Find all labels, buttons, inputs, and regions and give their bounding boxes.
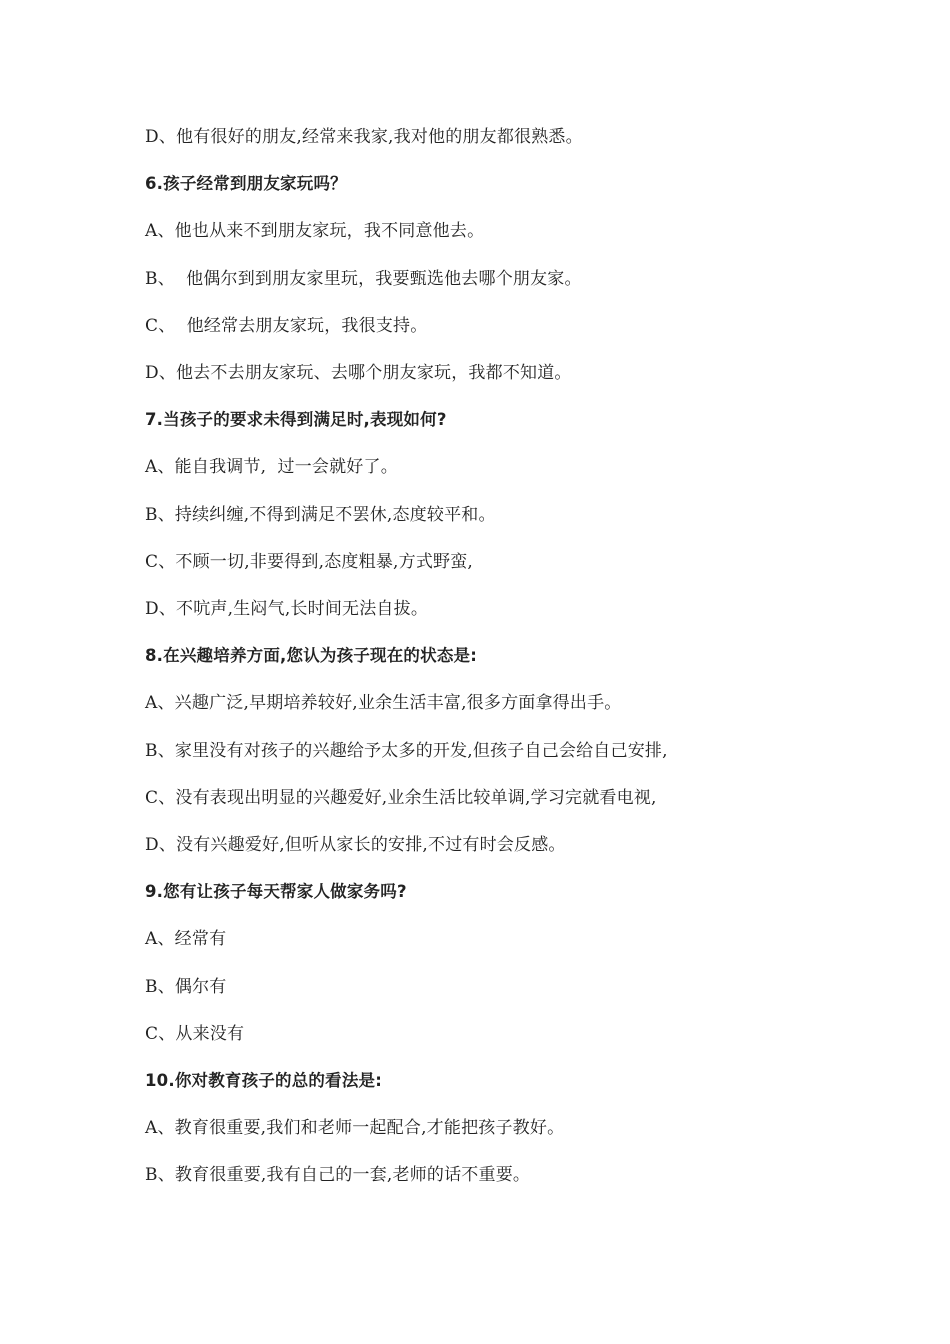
option-6-a: A、他也从来不到朋友家玩，我不同意他去。: [145, 221, 485, 241]
option-6-d: D、他去不去朋友家玩、去哪个朋友家玩，我都不知道。: [145, 363, 572, 383]
option-5-d: D、他有很好的朋友,经常来我家,我对他的朋友都很熟悉。: [145, 127, 583, 147]
option-7-c: C、不顾一切,非要得到,态度粗暴,方式野蛮,: [145, 552, 474, 572]
option-7-d: D、不吭声,生闷气,长时间无法自拔。: [145, 599, 429, 619]
option-8-c: C、没有表现出明显的兴趣爱好,业余生活比较单调,学习完就看电视,: [145, 788, 657, 808]
question-8: 8.在兴趣培养方面,您认为孩子现在的状态是:: [145, 646, 478, 665]
option-6-b: B、 他偶尔到到朋友家里玩，我要甄选他去哪个朋友家。: [145, 269, 582, 289]
option-10-a: A、教育很重要,我们和老师一起配合,才能把孩子教好。: [145, 1118, 565, 1138]
question-6: 6.孩子经常到朋友家玩吗？: [145, 174, 347, 193]
option-9-c: C、从来没有: [145, 1024, 245, 1044]
option-8-b: B、家里没有对孩子的兴趣给予太多的开发,但孩子自己会给自己安排,: [145, 741, 668, 761]
option-9-a: A、经常有: [145, 929, 227, 949]
option-6-c: C、 他经常去朋友家玩，我很支持。: [145, 316, 428, 336]
option-7-b: B、持续纠缠,不得到满足不罢休,态度较平和。: [145, 505, 496, 525]
question-10: 10.你对教育孩子的总的看法是:: [145, 1071, 383, 1090]
option-9-b: B、偶尔有: [145, 977, 227, 997]
option-7-a: A、能自我调节, 过一会就好了。: [145, 457, 398, 477]
question-9: 9.您有让孩子每天帮家人做家务吗?: [145, 882, 407, 901]
option-8-d: D、没有兴趣爱好,但听从家长的安排,不过有时会反感。: [145, 835, 566, 855]
option-10-b: B、教育很重要,我有自己的一套,老师的话不重要。: [145, 1165, 531, 1185]
question-7: 7.当孩子的要求未得到满足时,表现如何?: [145, 410, 447, 429]
option-8-a: A、兴趣广泛,早期培养较好,业余生活丰富,很多方面拿得出手。: [145, 693, 622, 713]
